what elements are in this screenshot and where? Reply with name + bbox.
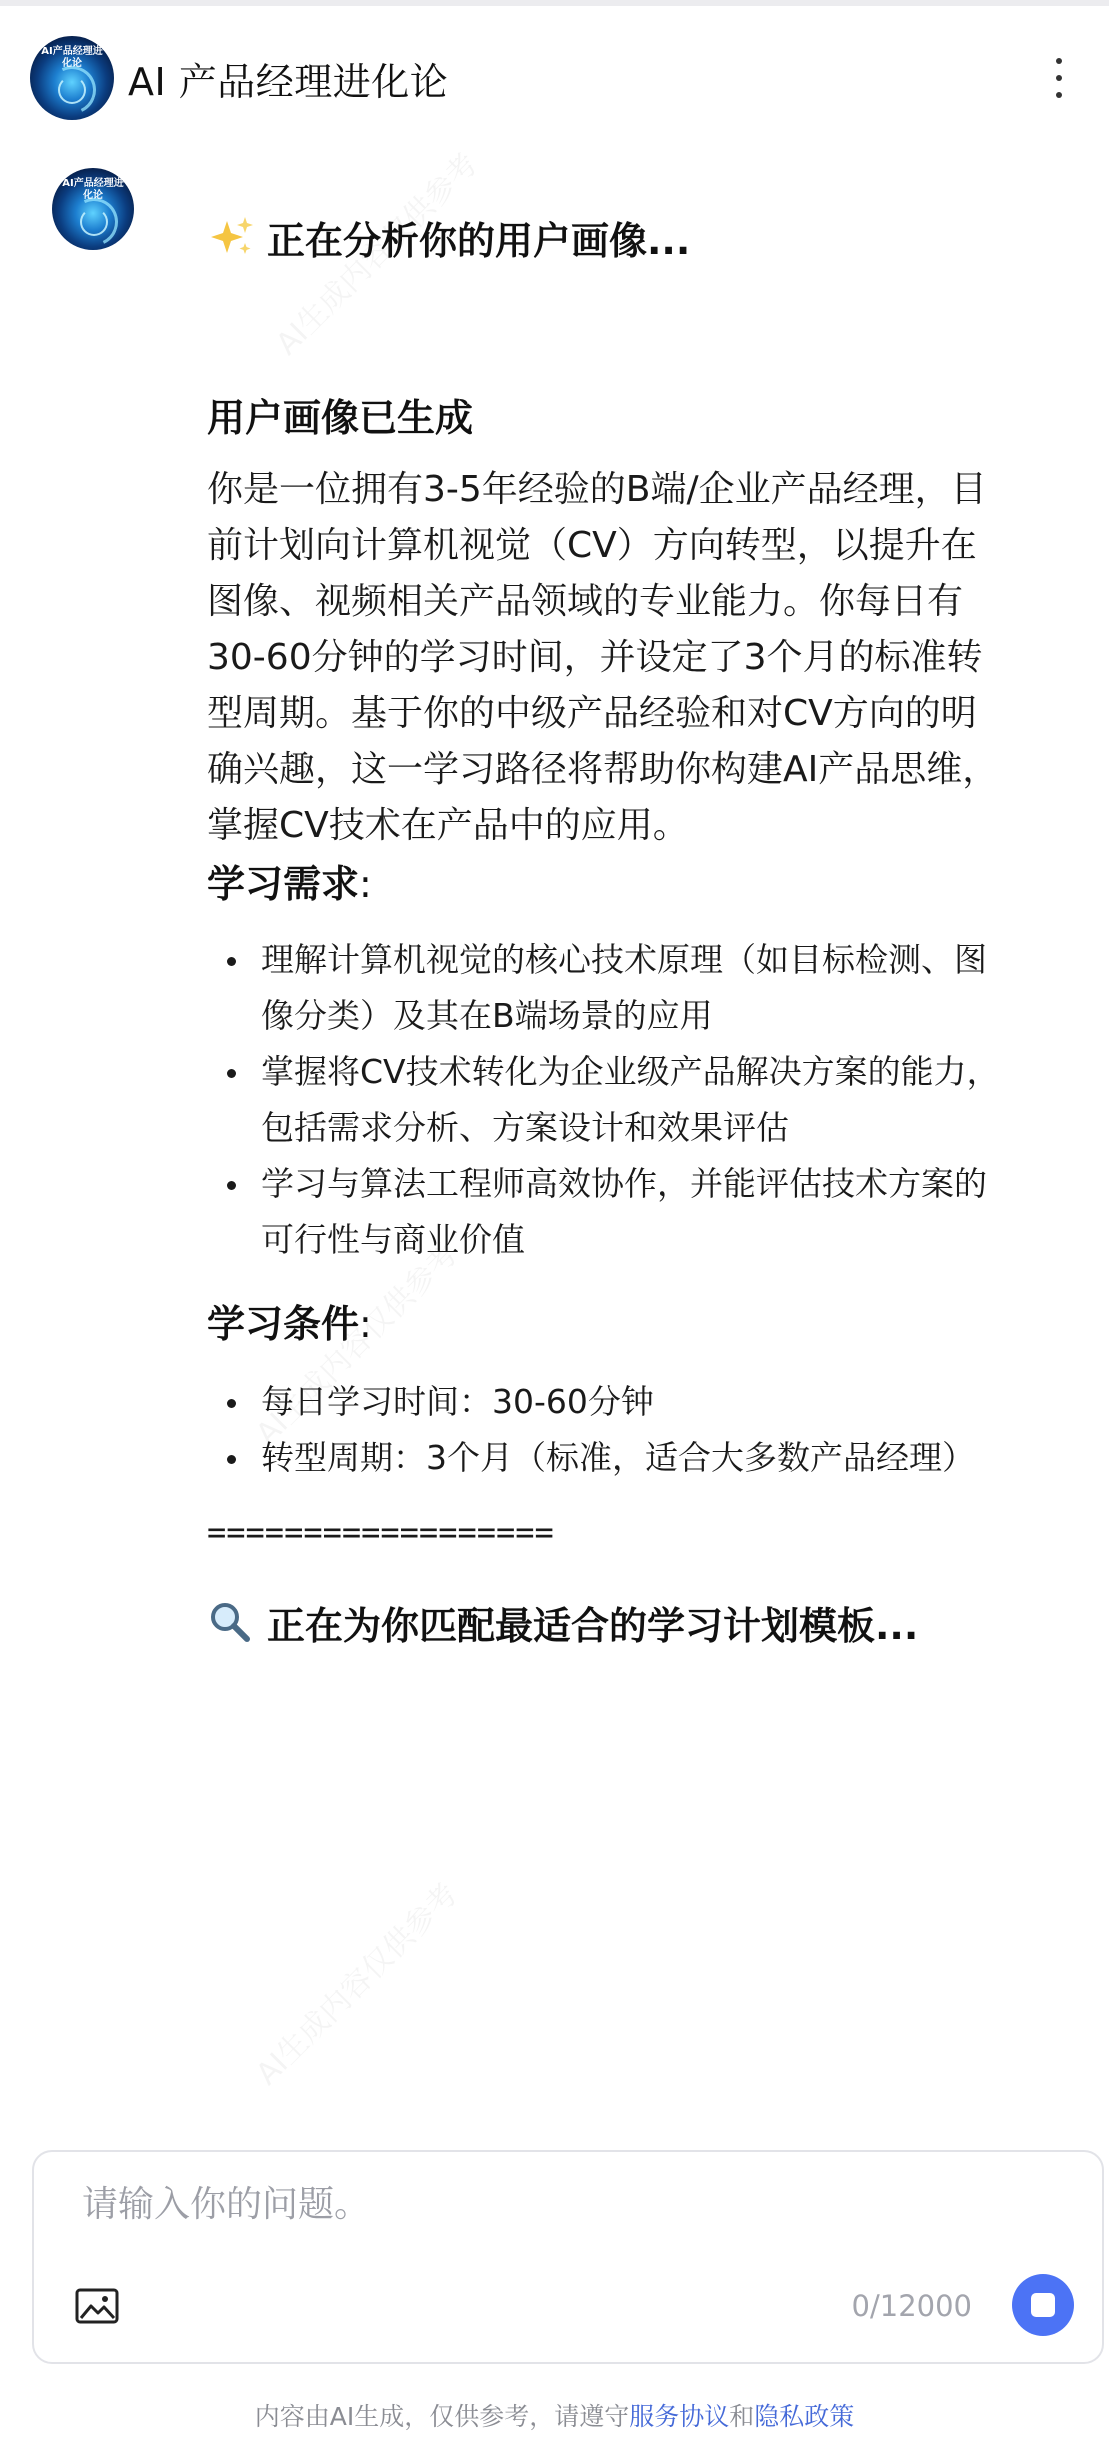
- list-item: 掌握将CV技术转化为企业级产品解决方案的能力，包括需求分析、方案设计和效果评估: [207, 1044, 1007, 1156]
- chat-header: [30, 30, 1079, 126]
- message-avatar: [52, 168, 134, 250]
- disclaimer-text: 内容由AI生成，仅供参考，请遵守: [254, 2402, 630, 2431]
- matching-status: [207, 1590, 1007, 1654]
- chat-input-card[interactable]: [32, 2150, 1104, 2364]
- list-item: 转型周期：3个月（标准，适合大多数产品经理）: [207, 1430, 1007, 1486]
- needs-list: [207, 932, 1007, 1268]
- magnifier-icon: [207, 1599, 253, 1645]
- profile-paragraph: 你是一位拥有3-5年经验的B端/企业产品经理，目前计划向计算机视觉（CV）方向转型，以提升在图像、视频相关产品领域的专业能力。你每日有30-60分钟的学习时间，并设定了3个月的标准转型周期。基于你的中级产品经验和对CV方向的明确兴趣，这一学习路径将帮助你构建AI产品思维，掌握CV技术在产品中的应用。: [207, 469, 999, 846]
- more-vertical-icon[interactable]: [1039, 56, 1079, 100]
- char-counter: 0/12000: [851, 2289, 972, 2323]
- list-item: 理解计算机视觉的核心技术原理（如目标检测、图像分类）及其在B端场景的应用: [207, 932, 1007, 1044]
- stop-icon: [1031, 2293, 1055, 2317]
- divider-line: ==================: [207, 1513, 554, 1551]
- avatar-label: AI产品经理进化论: [41, 46, 103, 69]
- terms-link[interactable]: 服务协议: [629, 2402, 730, 2431]
- profile-heading: 用户画像已生成: [207, 396, 474, 440]
- privacy-link[interactable]: 隐私政策: [754, 2402, 855, 2431]
- needs-colon: :: [359, 862, 372, 906]
- conditions-list: [207, 1374, 1007, 1486]
- needs-label: 学习需求: [207, 862, 360, 906]
- image-icon[interactable]: [74, 2286, 120, 2326]
- conditions-label-line: [207, 1294, 1007, 1354]
- list-item: 每日学习时间：30-60分钟: [207, 1374, 1007, 1430]
- page-title: AI 产品经理进化论: [128, 59, 449, 104]
- conditions-label: 学习条件: [207, 1302, 360, 1346]
- avatar-label: AI产品经理进化论: [62, 178, 124, 201]
- matching-text: 正在为你匹配最适合的学习计划模板...: [267, 1603, 919, 1648]
- avatar-swirl-inner: [58, 76, 86, 104]
- list-item: 学习与算法工程师高效协作，并能评估技术方案的可行性与商业价值: [207, 1156, 1007, 1268]
- analyzing-text: 正在分析你的用户画像...: [267, 218, 691, 263]
- disclaimer-and: 和: [729, 2402, 755, 2431]
- needs-label-line: [207, 854, 1007, 914]
- conditions-colon: :: [359, 1302, 372, 1346]
- question-input[interactable]: 请输入你的问题。: [82, 2184, 371, 2225]
- top-divider: [0, 0, 1109, 6]
- disclaimer-footer: [0, 2397, 1109, 2433]
- sparkles-icon: [207, 215, 255, 259]
- stop-button[interactable]: [1012, 2274, 1074, 2336]
- message-avatar-image: [52, 168, 134, 250]
- watermark: [244, 1871, 466, 2093]
- avatar-swirl-inner: [80, 208, 108, 236]
- message-content: [207, 205, 1007, 1654]
- bot-avatar[interactable]: [30, 36, 114, 120]
- analyzing-status: [207, 205, 1007, 269]
